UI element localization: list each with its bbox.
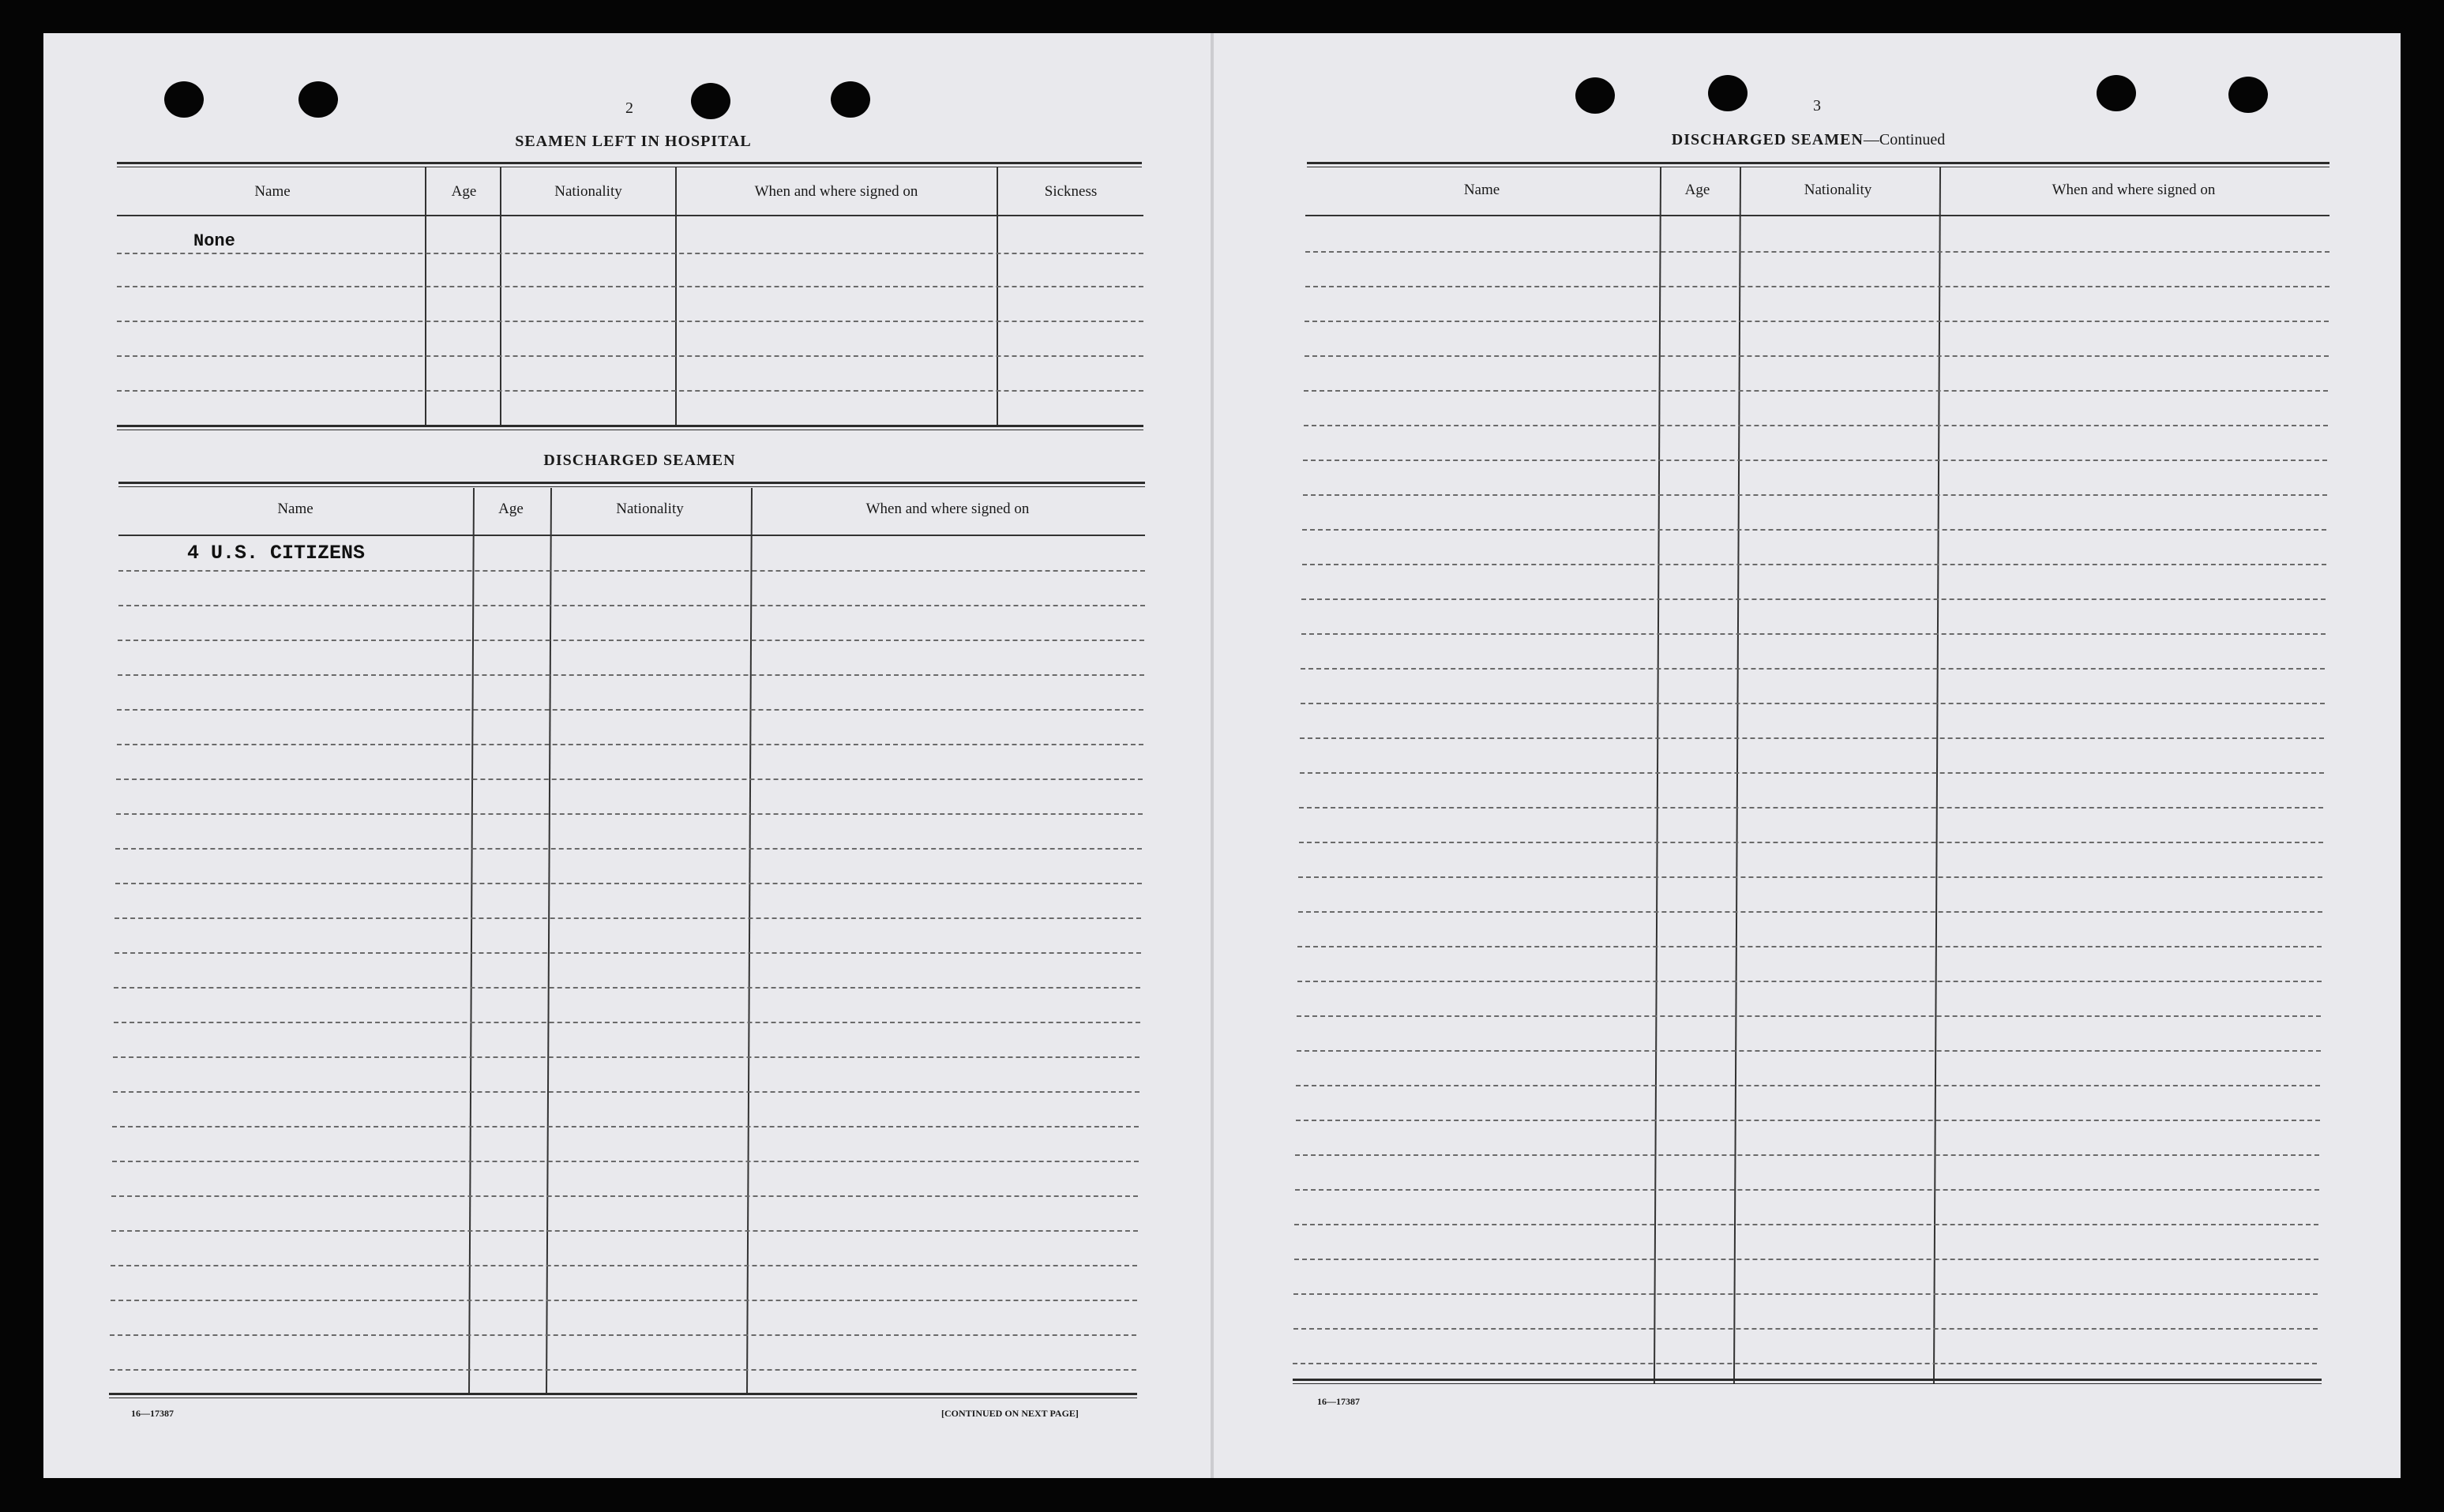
discharged-continued-title-main: DISCHARGED SEAMEN [1671, 131, 1864, 148]
right-bottom-rule [1293, 1379, 2322, 1384]
right-row-line [1297, 981, 2322, 982]
right-row-line [1299, 842, 2323, 843]
punch-hole [831, 81, 870, 118]
right-row-line [1294, 1259, 2318, 1260]
discharged-row-line [113, 1091, 1139, 1093]
hospital-row-line [117, 390, 1143, 392]
right-row-line [1299, 807, 2323, 809]
right-row-line [1305, 355, 2329, 357]
discharged-header-rule [118, 535, 1145, 536]
discharged-row-line [117, 744, 1143, 745]
hospital-col-divider [425, 167, 426, 426]
right-row-line [1301, 598, 2326, 600]
discharged-section-title: DISCHARGED SEAMEN [543, 452, 736, 469]
right-row-line [1304, 390, 2328, 392]
hospital-entry-name: None [193, 231, 235, 251]
right-row-line [1300, 772, 2324, 774]
discharged-row-line [111, 1230, 1138, 1232]
right-row-line [1294, 1224, 2318, 1225]
discharged-entry-name: 4 U.S. CITIZENS [187, 542, 366, 565]
right-row-line [1295, 1154, 2319, 1156]
right-row-line [1305, 286, 2329, 287]
right-row-line [1301, 633, 2326, 635]
hospital-row-line [117, 321, 1143, 322]
discharged-row-line [114, 1022, 1140, 1023]
page-fold [1211, 33, 1214, 1478]
discharged-row-line [114, 987, 1140, 989]
right-row-line [1296, 1120, 2320, 1121]
right-header-rule [1305, 215, 2329, 216]
discharged-col-age: Age [498, 501, 524, 517]
discharged-row-line [111, 1300, 1137, 1301]
punch-hole [298, 81, 338, 118]
hospital-bottom-rule [117, 425, 1143, 430]
right-col-name: Name [1463, 182, 1500, 198]
discharged-row-line [118, 640, 1144, 641]
right-row-line [1293, 1363, 2317, 1364]
right-col-signed-on: When and where signed on [2052, 182, 2216, 198]
punch-hole [164, 81, 204, 118]
discharged-row-line [118, 605, 1145, 606]
discharged-row-line [118, 674, 1144, 676]
discharged-row-line [110, 1369, 1136, 1371]
right-row-line [1305, 251, 2329, 253]
hospital-section-title: SEAMEN LEFT IN HOSPITAL [515, 133, 752, 150]
hospital-col-sickness: Sickness [1044, 183, 1098, 200]
right-row-line [1304, 425, 2328, 426]
hospital-col-age: Age [451, 183, 477, 200]
discharged-row-line [115, 952, 1141, 954]
discharged-continued-title [1603, 131, 2014, 149]
hospital-row-line [117, 253, 1143, 254]
punch-hole [1708, 75, 1748, 111]
discharged-row-line [112, 1161, 1139, 1162]
discharged-row-line [110, 1334, 1136, 1336]
right-row-line [1297, 1015, 2321, 1017]
discharged-row-line [116, 813, 1143, 815]
continued-note: [CONTINUED ON NEXT PAGE] [941, 1408, 1079, 1419]
right-row-line [1297, 946, 2322, 947]
right-row-line [1303, 460, 2327, 461]
punch-hole [1575, 77, 1615, 114]
right-row-line [1305, 321, 2329, 322]
hospital-col-nationality: Nationality [554, 183, 622, 200]
page-number-left: 2 [625, 99, 633, 117]
discharged-row-line [115, 848, 1142, 850]
page-number-right: 3 [1813, 97, 1821, 114]
right-row-line [1300, 737, 2324, 739]
right-col-age: Age [1684, 182, 1710, 198]
discharged-row-line [118, 570, 1145, 572]
hospital-col-name: Name [254, 183, 291, 200]
discharged-row-line [115, 917, 1141, 919]
right-col-nationality: Nationality [1804, 182, 1872, 198]
form-number-left: 16—17387 [131, 1408, 174, 1419]
discharged-bottom-rule [109, 1393, 1137, 1398]
hospital-col-divider [675, 167, 677, 426]
discharged-row-line [117, 709, 1143, 711]
discharged-col-nationality: Nationality [616, 501, 684, 517]
hospital-header-rule [117, 215, 1143, 216]
right-row-line [1293, 1328, 2318, 1330]
discharged-row-line [113, 1056, 1139, 1058]
hospital-top-rule [117, 162, 1142, 167]
discharged-row-line [116, 779, 1143, 780]
right-row-line [1297, 1050, 2321, 1052]
right-row-line [1293, 1293, 2318, 1295]
discharged-row-line [112, 1126, 1139, 1127]
hospital-col-divider [500, 167, 501, 426]
right-row-line [1296, 1085, 2320, 1086]
document-paper [43, 33, 2401, 1478]
hospital-row-line [117, 286, 1143, 287]
punch-hole [691, 83, 730, 119]
right-row-line [1301, 703, 2325, 704]
form-number-right: 16—17387 [1317, 1396, 1360, 1407]
hospital-col-signed-on: When and where signed on [754, 183, 918, 200]
discharged-top-rule [118, 482, 1145, 487]
discharged-row-line [111, 1265, 1137, 1266]
hospital-col-divider [997, 167, 998, 426]
discharged-col-name: Name [277, 501, 313, 517]
discharged-col-signed-on: When and where signed on [865, 501, 1030, 517]
right-row-line [1303, 494, 2327, 496]
right-row-line [1295, 1189, 2319, 1191]
right-row-line [1301, 668, 2325, 670]
right-row-line [1298, 911, 2322, 913]
right-row-line [1302, 529, 2326, 531]
discharged-row-line [115, 883, 1142, 884]
right-top-rule [1307, 162, 2329, 167]
right-row-line [1298, 876, 2322, 878]
hospital-row-line [117, 355, 1143, 357]
right-row-line [1302, 564, 2326, 565]
punch-hole [2097, 75, 2136, 111]
punch-hole [2228, 77, 2268, 113]
discharged-row-line [111, 1195, 1138, 1197]
discharged-continued-suffix: —Continued [1863, 131, 1946, 148]
